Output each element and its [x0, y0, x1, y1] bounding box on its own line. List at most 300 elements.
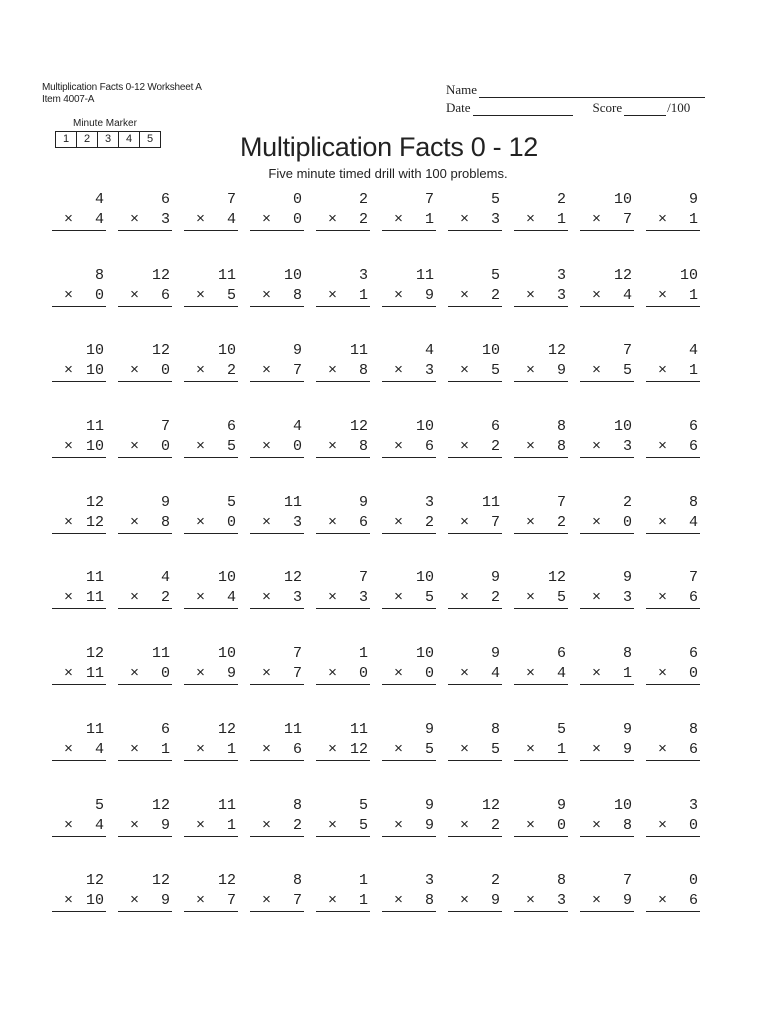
name-row	[446, 80, 705, 98]
multiplication-problem	[52, 796, 106, 872]
times-icon: ×	[460, 438, 470, 456]
times-icon: ×	[592, 286, 602, 304]
times-icon: ×	[592, 816, 602, 834]
times-icon: ×	[328, 816, 338, 834]
multiplicand: 7	[622, 342, 632, 360]
score-max: /100	[667, 100, 691, 115]
times-icon: ×	[130, 513, 140, 531]
multiplier: 4	[94, 816, 104, 834]
times-icon: ×	[196, 892, 206, 910]
times-icon: ×	[658, 286, 668, 304]
multiplicand: 8	[490, 720, 500, 738]
multiplication-problem	[316, 871, 370, 947]
multiplier: 3	[292, 513, 302, 531]
multiplier-row	[514, 513, 568, 534]
multiplication-problem	[250, 266, 304, 342]
times-icon: ×	[64, 286, 74, 304]
multiplier: 0	[358, 665, 368, 683]
minute-marker-box[interactable]: 3	[98, 132, 119, 147]
multiplicand: 10	[85, 342, 104, 360]
multiplicand: 12	[151, 796, 170, 814]
times-icon: ×	[328, 892, 338, 910]
times-icon: ×	[394, 816, 404, 834]
multiplication-problem	[448, 871, 502, 947]
student-fields	[446, 80, 705, 116]
times-icon: ×	[592, 438, 602, 456]
multiplier-row	[316, 437, 370, 458]
multiplication-problem	[250, 720, 304, 796]
multiplication-problem	[514, 190, 568, 266]
multiplier-row	[184, 286, 238, 307]
multiplication-problem	[118, 720, 172, 796]
multiplier: 9	[160, 892, 170, 910]
multiplicand: 7	[622, 872, 632, 890]
multiplication-problem	[448, 720, 502, 796]
multiplier-row	[316, 286, 370, 307]
multiplier-row	[382, 664, 436, 685]
multiplicand: 10	[415, 569, 434, 587]
multiplier-row	[382, 891, 436, 912]
multiplier: 8	[292, 286, 302, 304]
multiplier-row	[580, 588, 634, 609]
multiplier-row	[646, 210, 700, 231]
times-icon: ×	[592, 740, 602, 758]
multiplicand: 12	[481, 796, 500, 814]
multiplier-row	[514, 286, 568, 307]
multiplier-row	[448, 286, 502, 307]
minute-marker-box[interactable]: 4	[119, 132, 140, 147]
multiplier-row	[316, 513, 370, 534]
multiplier-row	[514, 361, 568, 382]
times-icon: ×	[658, 665, 668, 683]
multiplicand: 11	[349, 342, 368, 360]
multiplier: 3	[622, 589, 632, 607]
date-score-row	[446, 98, 705, 116]
multiplication-problem	[118, 871, 172, 947]
times-icon: ×	[460, 816, 470, 834]
multiplication-problem	[52, 720, 106, 796]
multiplication-problem	[118, 266, 172, 342]
times-icon: ×	[262, 665, 272, 683]
multiplier: 8	[556, 438, 566, 456]
multiplier-row	[448, 664, 502, 685]
multiplicand: 11	[283, 493, 302, 511]
multiplier: 6	[292, 740, 302, 758]
times-icon: ×	[130, 740, 140, 758]
times-icon: ×	[658, 816, 668, 834]
multiplier: 5	[226, 438, 236, 456]
multiplicand: 10	[613, 796, 632, 814]
times-icon: ×	[196, 589, 206, 607]
multiplier-row	[316, 891, 370, 912]
minute-marker-box[interactable]: 1	[56, 132, 77, 147]
times-icon: ×	[196, 740, 206, 758]
times-icon: ×	[262, 892, 272, 910]
name-label: Name	[446, 82, 478, 97]
multiplicand: 10	[217, 645, 236, 663]
multiplication-problem	[514, 266, 568, 342]
times-icon: ×	[526, 665, 536, 683]
times-icon: ×	[64, 589, 74, 607]
times-icon: ×	[262, 211, 272, 228]
multiplier-row	[448, 588, 502, 609]
multiplier-row	[118, 816, 172, 837]
multiplication-problem	[580, 796, 634, 872]
multiplier-row	[52, 513, 106, 534]
multiplication-problem	[184, 493, 238, 569]
multiplier-row	[118, 588, 172, 609]
multiplication-problem	[316, 341, 370, 417]
multiplicand: 9	[160, 493, 170, 511]
multiplication-problem	[382, 644, 436, 720]
times-icon: ×	[460, 740, 470, 758]
multiplicand: 3	[424, 872, 434, 890]
multiplier: 1	[688, 362, 698, 380]
multiplicand: 10	[481, 342, 500, 360]
multiplicand: 1	[358, 872, 368, 890]
times-icon: ×	[328, 286, 338, 304]
multiplier: 0	[292, 211, 302, 228]
times-icon: ×	[328, 513, 338, 531]
times-icon: ×	[328, 665, 338, 683]
multiplier-row	[118, 286, 172, 307]
times-icon: ×	[196, 665, 206, 683]
multiplicand: 7	[358, 569, 368, 587]
multiplicand: 9	[424, 796, 434, 814]
multiplication-problem	[250, 493, 304, 569]
multiplication-problem	[382, 266, 436, 342]
multiplier: 2	[358, 211, 368, 228]
multiplicand: 12	[217, 872, 236, 890]
times-icon: ×	[592, 362, 602, 380]
multiplicand: 11	[85, 418, 104, 436]
minute-marker-box[interactable]: 5	[146, 133, 154, 145]
multiplier-row	[52, 816, 106, 837]
multiplier-row	[382, 740, 436, 761]
times-icon: ×	[130, 211, 140, 228]
times-icon: ×	[196, 816, 206, 834]
multiplier-row	[382, 210, 436, 231]
multiplicand: 2	[358, 191, 368, 208]
multiplier: 9	[622, 740, 632, 758]
multiplication-problem	[646, 493, 700, 569]
multiplicand: 8	[622, 645, 632, 663]
worksheet-meta	[42, 82, 202, 106]
times-icon: ×	[658, 211, 668, 228]
multiplier-row	[448, 816, 502, 837]
multiplication-problem	[646, 568, 700, 644]
times-icon: ×	[262, 362, 272, 380]
times-icon: ×	[196, 362, 206, 380]
multiplier: 0	[622, 513, 632, 531]
multiplicand: 6	[226, 418, 236, 436]
multiplicand: 11	[283, 720, 302, 738]
multiplier: 3	[292, 589, 302, 607]
multiplier: 8	[358, 438, 368, 456]
item-code: Item 4007-A	[42, 94, 95, 105]
times-icon: ×	[526, 513, 536, 531]
multiplication-problem	[514, 644, 568, 720]
multiplication-problem	[118, 644, 172, 720]
minute-marker-label: Minute Marker	[73, 118, 137, 129]
multiplier-row	[382, 816, 436, 837]
multiplicand: 12	[151, 872, 170, 890]
multiplier-row	[382, 437, 436, 458]
multiplication-problem	[250, 341, 304, 417]
multiplier-row	[382, 588, 436, 609]
multiplication-problem	[514, 417, 568, 493]
multiplier: 11	[85, 665, 104, 683]
multiplicand: 6	[688, 418, 698, 436]
multiplication-problem	[646, 644, 700, 720]
multiplier-row	[250, 740, 304, 761]
multiplicand: 6	[160, 191, 170, 208]
problem-grid	[52, 190, 712, 947]
multiplication-problem	[382, 871, 436, 947]
multiplier: 9	[556, 362, 566, 380]
multiplier-row	[52, 361, 106, 382]
times-icon: ×	[592, 892, 602, 910]
multiplicand: 9	[358, 493, 368, 511]
times-icon: ×	[130, 892, 140, 910]
times-icon: ×	[328, 589, 338, 607]
times-icon: ×	[394, 211, 404, 228]
multiplier: 4	[556, 665, 566, 683]
multiplication-problem	[448, 417, 502, 493]
times-icon: ×	[526, 816, 536, 834]
multiplier-row	[646, 891, 700, 912]
multiplier-row	[514, 588, 568, 609]
multiplier-row	[118, 437, 172, 458]
times-icon: ×	[64, 211, 74, 228]
multiplication-problem	[184, 720, 238, 796]
multiplicand: 10	[415, 418, 434, 436]
multiplication-problem	[514, 341, 568, 417]
times-icon: ×	[130, 438, 140, 456]
score-field[interactable]	[624, 102, 666, 116]
multiplier-row	[184, 437, 238, 458]
multiplicand: 7	[556, 493, 566, 511]
multiplication-problem	[580, 493, 634, 569]
multiplier-row	[580, 513, 634, 534]
multiplicand: 8	[688, 720, 698, 738]
times-icon: ×	[130, 286, 140, 304]
multiplicand: 5	[490, 191, 500, 208]
times-icon: ×	[64, 816, 74, 834]
multiplier: 9	[226, 665, 236, 683]
multiplicand: 5	[226, 493, 236, 511]
multiplication-problem	[448, 190, 502, 266]
times-icon: ×	[394, 589, 404, 607]
multiplication-problem	[646, 417, 700, 493]
multiplier: 4	[622, 286, 632, 304]
multiplicand: 4	[94, 191, 104, 208]
multiplier-row	[250, 513, 304, 534]
multiplier-row	[382, 361, 436, 382]
multiplier-row	[448, 891, 502, 912]
times-icon: ×	[328, 438, 338, 456]
multiplier-row	[382, 513, 436, 534]
times-icon: ×	[460, 286, 470, 304]
multiplication-problem	[514, 871, 568, 947]
multiplier: 4	[226, 211, 236, 228]
multiplier: 2	[226, 362, 236, 380]
multiplier-row	[250, 891, 304, 912]
times-icon: ×	[526, 438, 536, 456]
times-icon: ×	[526, 589, 536, 607]
multiplier-row	[250, 664, 304, 685]
times-icon: ×	[328, 211, 338, 228]
multiplier-row	[646, 588, 700, 609]
multiplier-row	[646, 286, 700, 307]
multiplication-problem	[448, 796, 502, 872]
multiplier-row	[646, 740, 700, 761]
multiplicand: 5	[94, 796, 104, 814]
multiplier-row	[580, 891, 634, 912]
multiplication-problem	[184, 568, 238, 644]
multiplicand: 10	[613, 418, 632, 436]
multiplicand: 12	[217, 720, 236, 738]
multiplier: 0	[424, 665, 434, 683]
multiplier-row	[580, 437, 634, 458]
multiplier-row	[316, 361, 370, 382]
multiplier: 10	[85, 438, 104, 456]
multiplication-problem	[184, 796, 238, 872]
multiplication-problem	[184, 871, 238, 947]
multiplier: 9	[424, 816, 434, 834]
multiplication-problem	[52, 190, 106, 266]
multiplication-problem	[514, 568, 568, 644]
multiplier: 6	[424, 438, 434, 456]
multiplier-row	[514, 816, 568, 837]
multiplicand: 7	[226, 191, 236, 208]
multiplier-row	[316, 588, 370, 609]
multiplication-problem	[316, 568, 370, 644]
name-field[interactable]	[479, 84, 705, 98]
multiplier: 7	[292, 665, 302, 683]
multiplier: 1	[556, 211, 566, 228]
times-icon: ×	[460, 362, 470, 380]
multiplicand: 10	[217, 569, 236, 587]
multiplier-row	[184, 361, 238, 382]
multiplier: 5	[490, 740, 500, 758]
multiplier-row	[316, 740, 370, 761]
multiplier-row	[250, 361, 304, 382]
multiplier: 2	[490, 286, 500, 304]
multiplier-row	[448, 210, 502, 231]
multiplicand: 5	[490, 266, 500, 284]
times-icon: ×	[262, 589, 272, 607]
multiplication-problem	[580, 266, 634, 342]
multiplier-row	[118, 361, 172, 382]
multiplication-problem	[118, 341, 172, 417]
multiplication-problem	[514, 720, 568, 796]
multiplication-problem	[514, 493, 568, 569]
times-icon: ×	[658, 438, 668, 456]
multiplier-row	[52, 286, 106, 307]
multiplier: 0	[160, 438, 170, 456]
multiplier-row	[250, 588, 304, 609]
multiplier: 4	[688, 513, 698, 531]
multiplier-row	[448, 361, 502, 382]
times-icon: ×	[394, 438, 404, 456]
multiplicand: 12	[85, 645, 104, 663]
multiplier: 3	[160, 211, 170, 228]
score-label: Score	[592, 100, 623, 115]
multiplication-problem	[118, 568, 172, 644]
multiplier-row	[118, 891, 172, 912]
multiplier-row	[184, 588, 238, 609]
multiplicand: 9	[292, 342, 302, 360]
multiplication-problem	[382, 720, 436, 796]
multiplicand: 10	[217, 342, 236, 360]
multiplier: 10	[85, 362, 104, 380]
multiplication-problem	[514, 796, 568, 872]
multiplier-row	[52, 740, 106, 761]
times-icon: ×	[460, 589, 470, 607]
multiplier-row	[448, 740, 502, 761]
multiplication-problem	[316, 720, 370, 796]
multiplier: 12	[349, 740, 368, 758]
multiplier: 4	[490, 665, 500, 683]
multiplication-problem	[184, 190, 238, 266]
multiplier-row	[382, 286, 436, 307]
multiplication-problem	[448, 644, 502, 720]
multiplicand: 11	[85, 569, 104, 587]
multiplier-row	[52, 437, 106, 458]
times-icon: ×	[460, 892, 470, 910]
times-icon: ×	[460, 665, 470, 683]
minute-marker-box[interactable]: 2	[77, 132, 98, 147]
multiplication-problem	[250, 417, 304, 493]
multiplier: 2	[160, 589, 170, 607]
multiplication-problem	[250, 644, 304, 720]
multiplier-row	[184, 513, 238, 534]
multiplication-problem	[448, 568, 502, 644]
multiplier: 7	[490, 513, 500, 531]
multiplicand: 12	[349, 418, 368, 436]
multiplicand: 3	[556, 266, 566, 284]
multiplier-row	[580, 361, 634, 382]
multiplicand: 6	[160, 720, 170, 738]
multiplication-problem	[580, 644, 634, 720]
multiplication-problem	[316, 796, 370, 872]
multiplier: 8	[424, 892, 434, 910]
multiplier-row	[118, 664, 172, 685]
multiplicand: 11	[151, 645, 170, 663]
multiplier-row	[514, 664, 568, 685]
multiplier: 1	[556, 740, 566, 758]
times-icon: ×	[460, 513, 470, 531]
multiplier: 1	[358, 286, 368, 304]
multiplication-problem	[382, 796, 436, 872]
multiplicand: 6	[556, 645, 566, 663]
multiplier-row	[184, 816, 238, 837]
multiplication-problem	[382, 341, 436, 417]
times-icon: ×	[130, 362, 140, 380]
multiplier: 1	[358, 892, 368, 910]
date-field[interactable]	[473, 102, 573, 116]
times-icon: ×	[526, 286, 536, 304]
multiplication-problem	[448, 266, 502, 342]
multiplication-problem	[580, 720, 634, 796]
multiplication-problem	[646, 190, 700, 266]
multiplicand: 8	[688, 493, 698, 511]
multiplicand: 9	[556, 796, 566, 814]
multiplier-row	[646, 664, 700, 685]
multiplier: 2	[490, 589, 500, 607]
multiplicand: 2	[622, 493, 632, 511]
